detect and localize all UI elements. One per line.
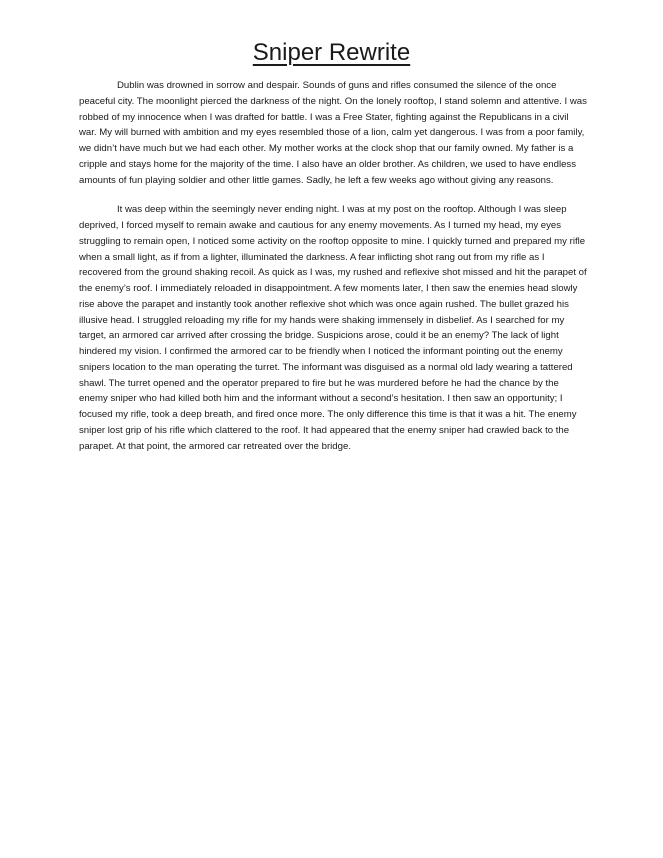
document-title: Sniper Rewrite [252,39,411,66]
document-body [79,78,587,454]
paragraph-1: Dublin was drowned in sorrow and despair. Sounds of guns and rifles consumed the silence of the once peaceful city. The moonlight pierced the darkness of the night. On the lonely rooftop, I stand solemn and attentive. I was robbed of my innocence when I was drafted for battle. I was a Free Stater, fighting against the Republicans in a civil war. My will burned with ambition and my eyes resembled those of a lion, calm yet dangerous. I was from a poor family, we didn’t have much but we had each other. My mother works at the clock shop that our family owned. My father is a cripple and stays home for the majority of the time. I also have an older brother. As children, we used to have endless amounts of fun playing soldier and other little games. Sadly, he left a few weeks ago without giving any reasons. [79,80,587,186]
paragraph-2: It was deep within the seemingly never ending night. I was at my post on the rooftop. Although I was sleep deprived, I forced myself to remain awake and cautious for any enemy movements. As I turned my head, my eyes struggling to remain open, I noticed some activity on the rooftop opposite to mine. I quickly turned and prepared my rifle when a small light, as if from a lighter, illuminated the darkness. A fear inflicting shot rang out from my rifle as I recovered from the ground shaking recoil. As quick as I was, my rushed and reflexive shot missed and hit the parapet of the enemy’s roof. I immediately reloaded in disappointment. A few moments later, I then saw the enemies head slowly rise above the parapet and instantly took another reflexive shot which was once again rushed. The bullet grazed his illusive head. I struggled reloading my rifle for my hands were shaking immensely in disbelief. As I searched for my target, an armored car arrived after crossing the bridge. Suspicions arose, could it be an enemy? The lack of light hindered my vision. I confirmed the armored car to be friendly when I noticed the informant pointing out the enemy snipers location to the man operating the turret. The informant was disguised as a normal old lady wearing a tattered shawl. The turret opened and the operator prepared to fire but he was murdered before he had the chance by the enemy sniper who had killed both him and the informant without a second’s hesitation. I then saw an opportunity; I focused my rifle, took a deep breath, and fired once more. The only difference this time is that it was a hit. The enemy sniper lost grip of his rifle which clattered to the roof. It had appeared that the enemy sniper had crawled back to the parapet. At that point, the armored car retreated over the bridge. [79,204,587,452]
